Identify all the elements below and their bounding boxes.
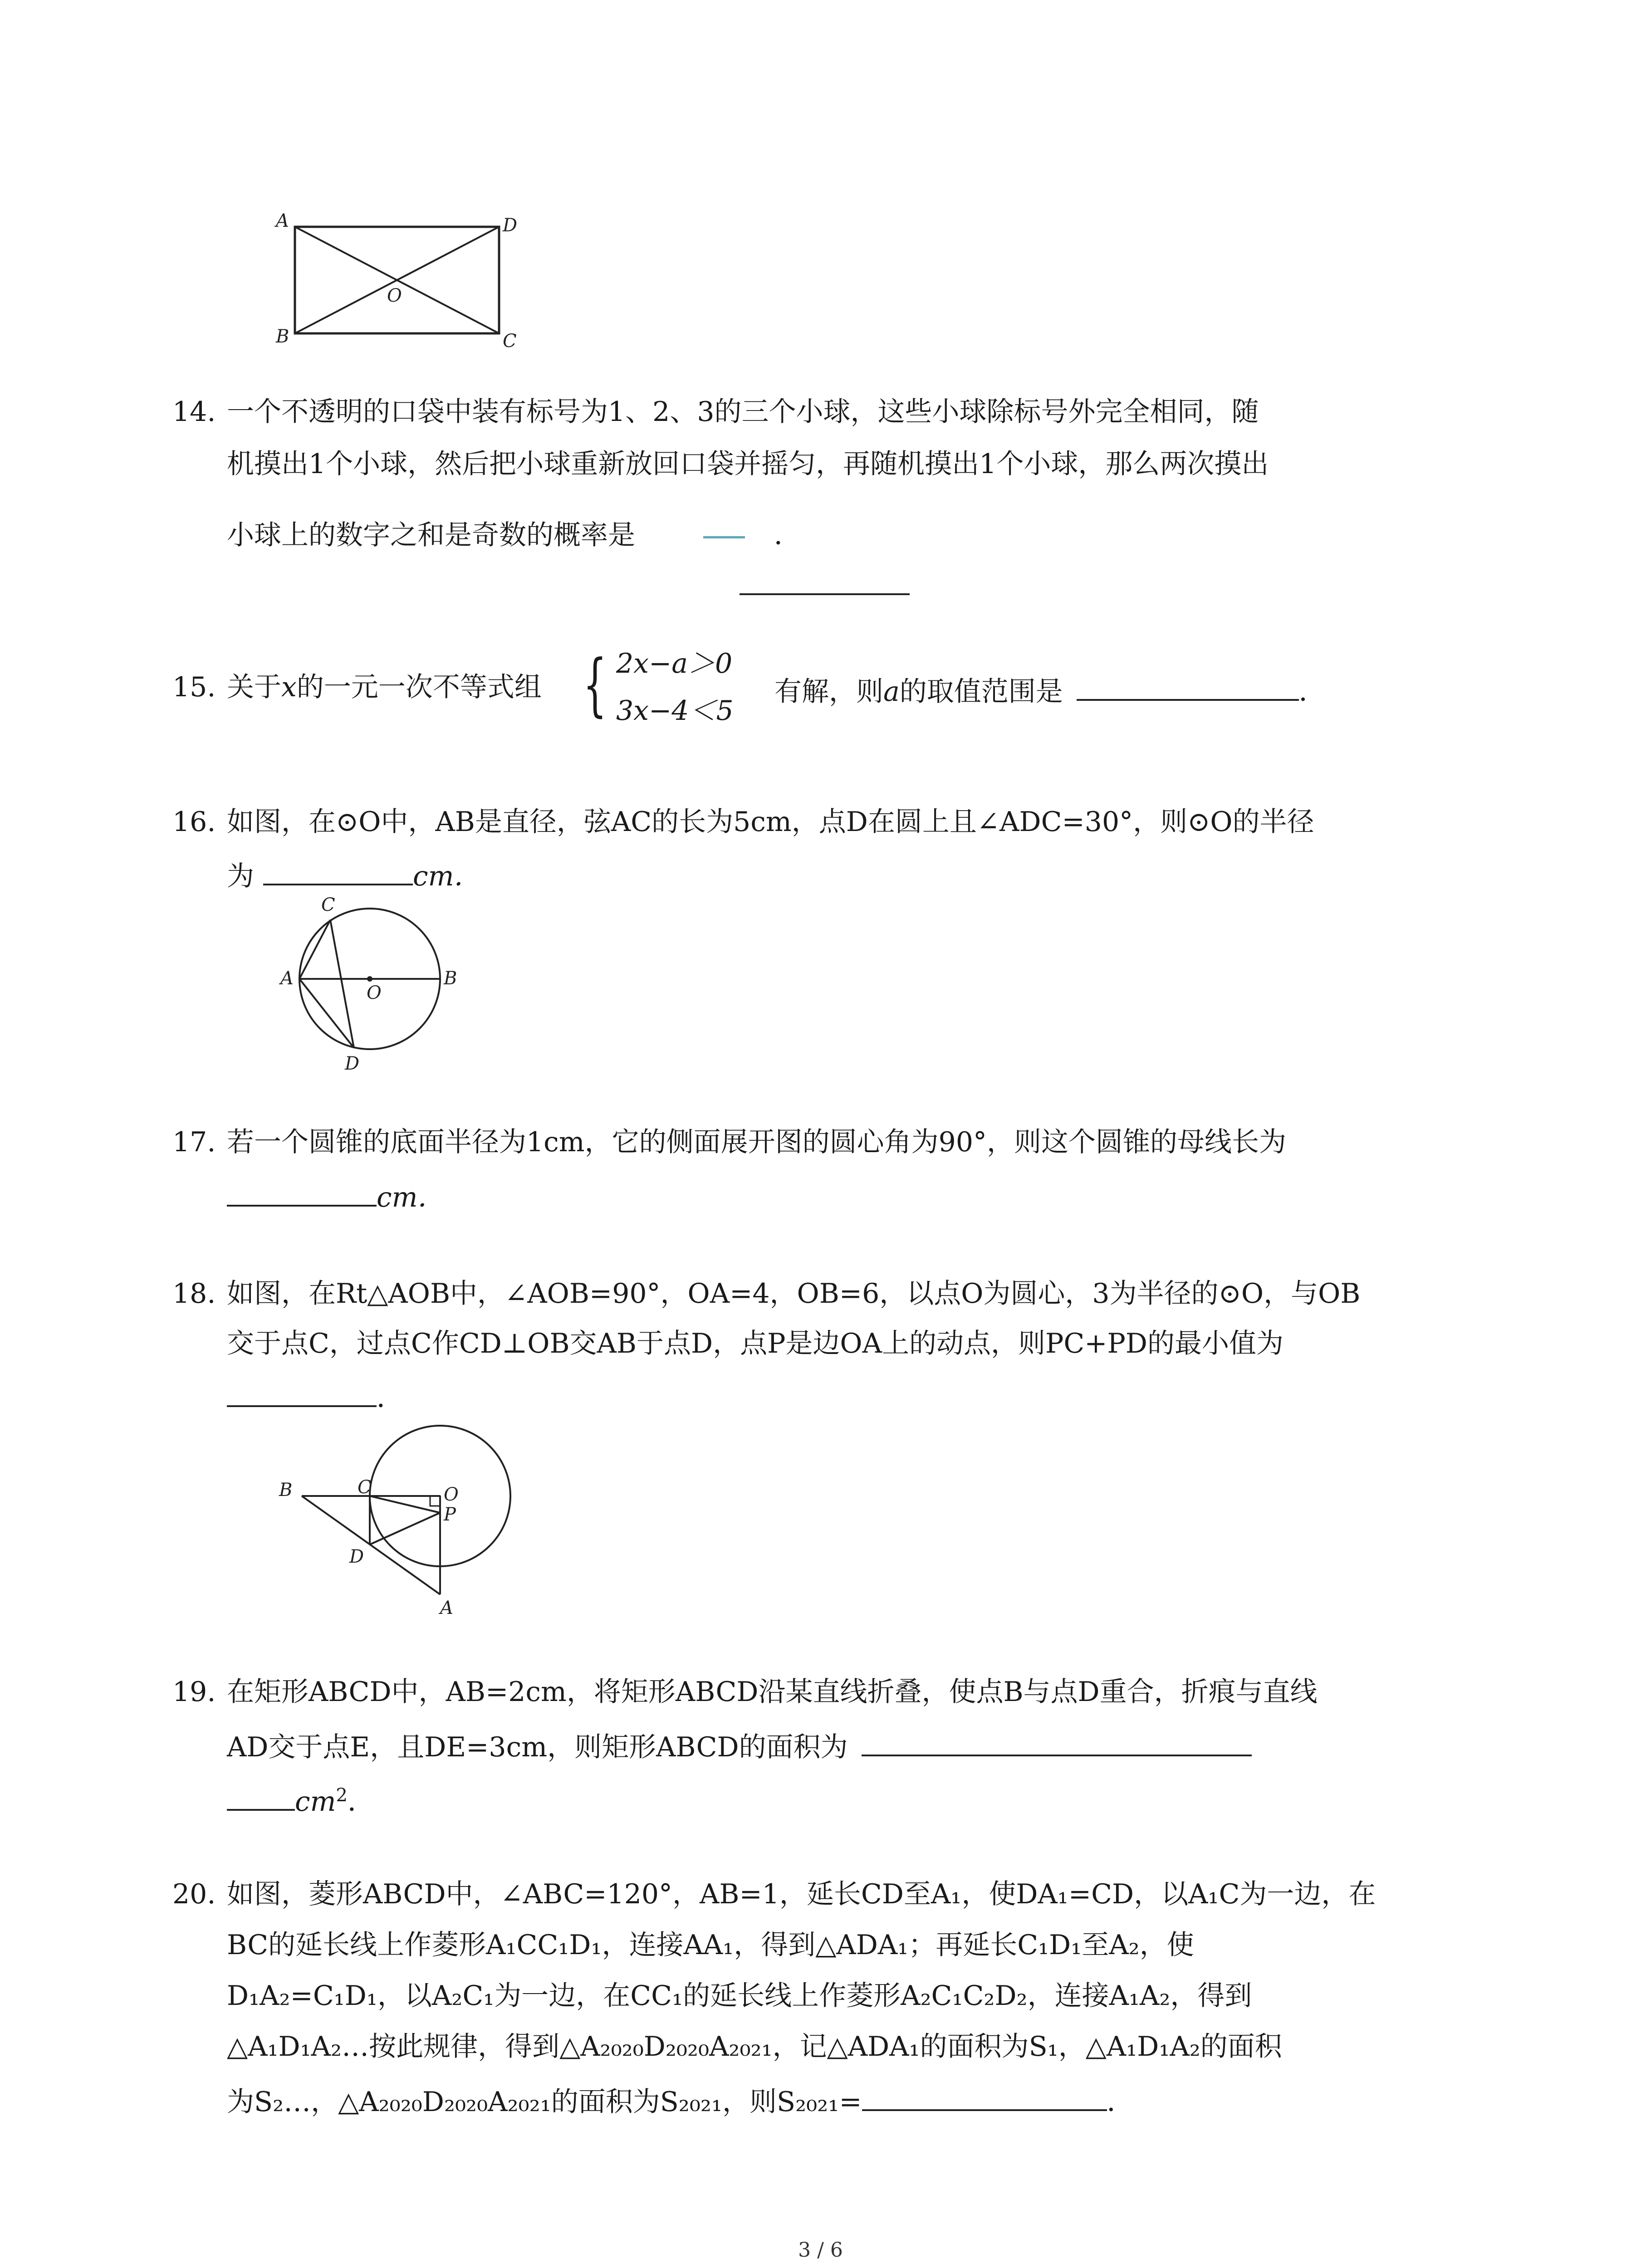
label-d: D bbox=[349, 1546, 364, 1567]
q14-line-2: 机摸出1个小球，然后把小球重新放回口袋并摇匀，再随机摸出1个小球，那么两次摸出 bbox=[227, 448, 1269, 480]
answer-blank-continued[interactable] bbox=[227, 1784, 295, 1811]
q18-line-2: 交于点C，过点C作CD⊥OB交AB于点D，点P是边OA上的动点，则PC+PD的最小值为 bbox=[227, 1328, 1283, 1359]
q18-line-1: 如图，在Rt△AOB中，∠AOB=90°，OA=4，OB=6，以点O为圆心，3为半径的⊙O，与OB bbox=[227, 1278, 1361, 1310]
system-brace: { bbox=[583, 645, 607, 724]
q19-line-2: AD交于点E，且DE=3cm，则矩形ABCD的面积为 bbox=[227, 1729, 1252, 1761]
label-b: B bbox=[444, 968, 457, 989]
q15-line-tail: 有解，则a的取值范围是 ． bbox=[774, 674, 1326, 705]
answer-blank[interactable] bbox=[227, 1380, 377, 1407]
question-number: 14. bbox=[172, 396, 216, 428]
figure-circle-ab-diameter bbox=[272, 894, 481, 1080]
question-number: 16. bbox=[172, 806, 216, 838]
label-c: C bbox=[503, 331, 517, 352]
inequality-2: 3x−4＜5 bbox=[616, 695, 734, 727]
answer-blank[interactable] bbox=[263, 858, 413, 885]
label-b: B bbox=[279, 1480, 293, 1501]
label-o: O bbox=[387, 285, 402, 306]
label-d: D bbox=[503, 215, 518, 236]
label-c: C bbox=[358, 1477, 372, 1498]
q18-line-3: ． bbox=[227, 1380, 404, 1412]
answer-fraction-mark bbox=[703, 536, 745, 538]
answer-blank[interactable] bbox=[740, 593, 910, 595]
label-o: O bbox=[367, 982, 382, 1003]
q20-line-2: BC的延长线上作菱形A₁CC₁D₁，连接AA₁，得到△ADA₁；再延长C₁D₁至A₂，使 bbox=[227, 1929, 1194, 1961]
answer-blank[interactable] bbox=[1077, 674, 1299, 701]
figure-rectangle-abcd bbox=[272, 210, 526, 352]
question-number: 20. bbox=[172, 1878, 216, 1910]
question-number: 19. bbox=[172, 1676, 216, 1708]
q15-line: 关于x的一元一次不等式组 bbox=[227, 671, 542, 703]
question-number: 17. bbox=[172, 1126, 216, 1158]
label-o: O bbox=[444, 1484, 459, 1505]
q16-line-2: 为 cm． bbox=[227, 858, 481, 890]
q17-line-2: cm． bbox=[227, 1179, 445, 1211]
q14-line-3: 小球上的数字之和是奇数的概率是 ． bbox=[227, 519, 801, 551]
q20-line-5: 为S₂…，△A₂₀₂₀D₂₀₂₀A₂₀₂₁的面积为S₂₀₂₁，则S₂₀₂₁= ． bbox=[227, 2084, 1134, 2116]
inequality-1: 2x−a＞0 bbox=[616, 648, 733, 679]
answer-blank[interactable] bbox=[227, 1179, 377, 1207]
question-number: 18. bbox=[172, 1278, 216, 1310]
answer-blank[interactable] bbox=[862, 2084, 1107, 2111]
label-a: A bbox=[440, 1598, 453, 1618]
q19-line-3: $cm^2$． bbox=[227, 1784, 375, 1815]
label-a: A bbox=[280, 968, 294, 989]
q16-line-1: 如图，在⊙O中，AB是直径，弦AC的长为5cm，点D在圆上且∠ADC=30°，则⊙O的半径 bbox=[227, 806, 1314, 838]
label-c: C bbox=[321, 894, 335, 915]
q20-line-3: D₁A₂=C₁D₁，以A₂C₁为一边，在CC₁的延长线上作菱形A₂C₁C₂D₂，连接A₁A₂，得到 bbox=[227, 1980, 1252, 2012]
q20-line-1: 如图，菱形ABCD中，∠ABC=120°，AB=1，延长CD至A₁，使DA₁=CD，以A₁C为一边，在 bbox=[227, 1878, 1376, 1910]
answer-blank[interactable] bbox=[862, 1729, 1252, 1756]
question-number: 15. bbox=[172, 671, 216, 703]
label-a: A bbox=[276, 210, 289, 231]
label-d: D bbox=[345, 1053, 360, 1074]
q14-line-1: 一个不透明的口袋中装有标号为1、2、3的三个小球，这些小球除标号外完全相同，随 bbox=[227, 396, 1259, 428]
q17-line-1: 若一个圆锥的底面半径为1cm，它的侧面展开图的圆心角为90°，则这个圆锥的母线长为 bbox=[227, 1126, 1287, 1158]
label-p: P bbox=[444, 1504, 456, 1525]
page-number: 3 / 6 bbox=[798, 2239, 843, 2262]
figure-triangle-aob bbox=[277, 1415, 531, 1618]
label-b: B bbox=[276, 326, 289, 347]
q19-line-1: 在矩形ABCD中，AB=2cm，将矩形ABCD沿某直线折叠，使点B与点D重合，折痕与直线 bbox=[227, 1676, 1318, 1708]
q20-line-4: △A₁D₁A₂…按此规律，得到△A₂₀₂₀D₂₀₂₀A₂₀₂₁，记△ADA₁的面积为S₁，△A₁D₁A₂的面积 bbox=[227, 2031, 1282, 2063]
